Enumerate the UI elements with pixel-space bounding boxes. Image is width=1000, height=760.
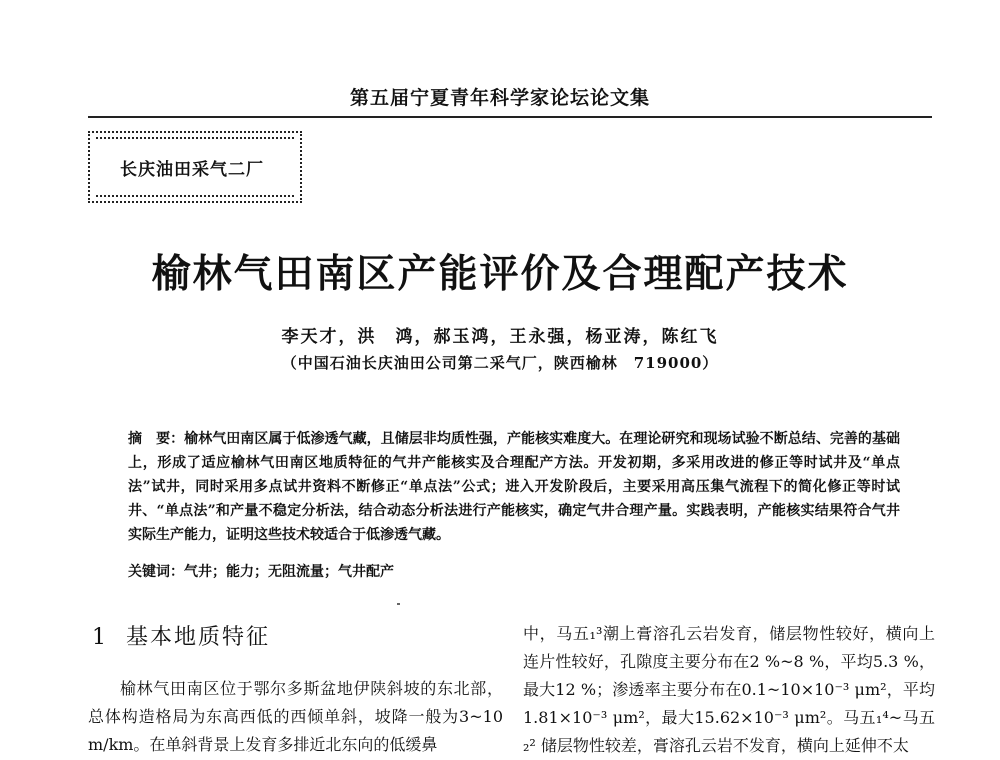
organization-box	[88, 131, 302, 203]
body-column-right	[523, 620, 935, 760]
authors: 李天才，洪 鸿，郝玉鸿，王永强，杨亚涛，陈红飞	[281, 327, 719, 347]
stray-mark	[397, 603, 400, 605]
keywords-text: 气井；能力；无阻流量；气井配产	[184, 564, 394, 580]
keywords-label: 关键词：	[128, 564, 184, 580]
abstract	[128, 427, 900, 547]
keywords	[128, 561, 900, 581]
body-column-left	[88, 675, 503, 759]
paper-title: 榆林气田南区产能评价及合理配产技术	[151, 251, 849, 297]
section-number: 1	[92, 625, 108, 650]
abstract-text: 榆林气田南区属于低渗透气藏，且储层非均质性强，产能核实难度大。在理论研究和现场试验不断总结、完善的基础上，形成了适应榆林气田南区地质特征的气井产能核实及合理配产方法。开发初期，多采用改进的修正等时试井及“单点法”试井，同时采用多点试井资料不断修正“单点法”公式；进入开发阶段后，主要采用高压集气流程下的简化修正等时试井、“单点法”和产量不稳定分析法，结合动态分析法进行产能核实，确定气井合理产量。实践表明，产能核实结果符合气井实际生产能力，证明这些技术较适合于低渗透气藏。	[128, 431, 901, 543]
running-header: 第五届宁夏青年科学家论坛论文集	[349, 87, 650, 109]
affiliation: （中国石油长庆油田公司第二采气厂，陕西榆林 719000）	[281, 354, 719, 372]
header-rule	[88, 116, 932, 118]
body-paragraph-left: 榆林气田南区位于鄂尔多斯盆地伊陕斜坡的东北部，总体构造格局为东高西低的西倾单斜，坡降一般为3~10 m/km。在单斜背景上发育多排近北东向的低缓鼻	[88, 679, 503, 754]
abstract-label: 摘 要：	[128, 431, 185, 447]
section-heading	[92, 620, 270, 651]
organization-label: 长庆油田采气二厂	[120, 160, 264, 180]
section-title: 基本地质特征	[126, 625, 271, 650]
body-paragraph-right: 中，马五₁³潮上膏溶孔云岩发育，储层物性较好，横向上连片性较好，孔隙度主要分布在2 %~8 %，平均5.3 %，最大12 %；渗透率主要分布在0.1~10×10⁻³ μm²，平均1.81×10⁻³ μm²，最大15.62×10⁻³ μm²。马五₁⁴~马五₂² 储层物性较差，膏溶孔云岩不发育，横向上延伸不太	[523, 624, 935, 755]
